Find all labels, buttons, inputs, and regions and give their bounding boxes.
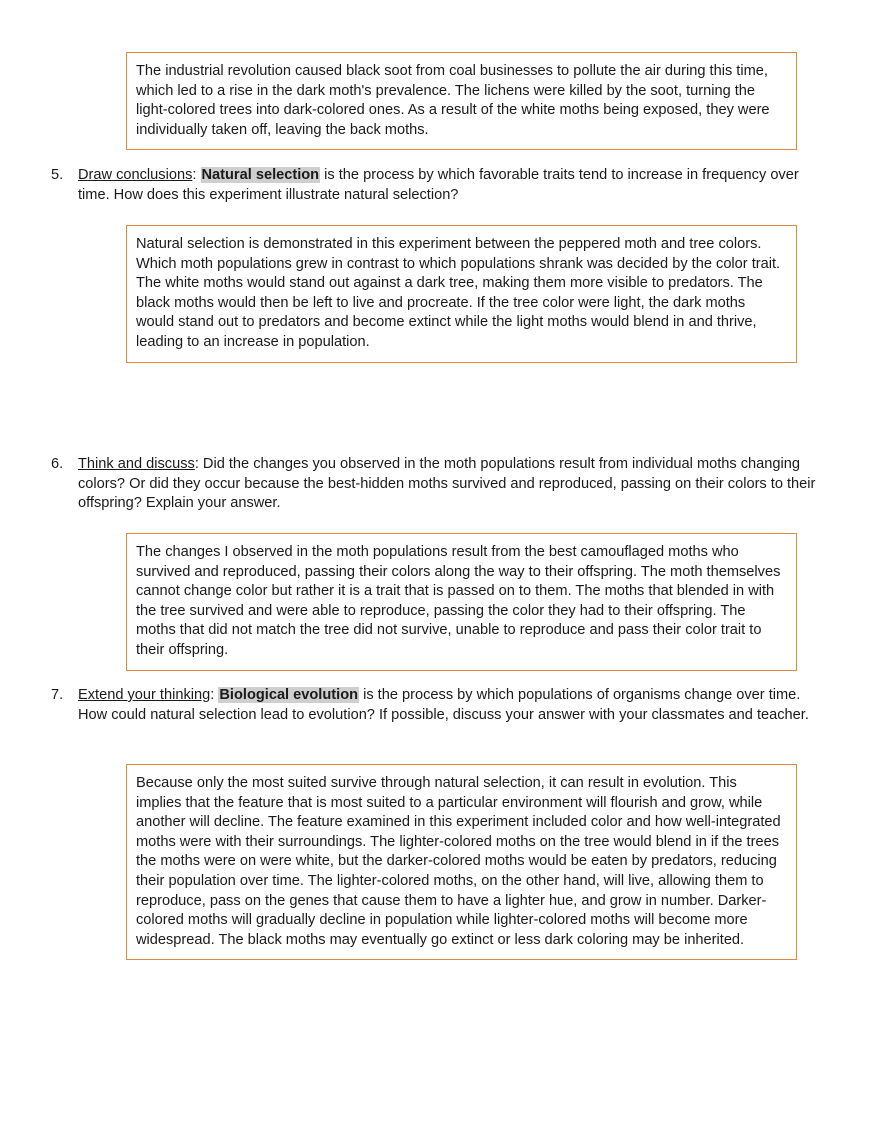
question-6 bbox=[51, 455, 831, 514]
highlighted-term: Biological evolution bbox=[219, 687, 359, 703]
answer-text-5: Natural selection is demonstrated in this experiment between the peppered moth and tree colors. Which moth populations grew in contrast to which populations shrank was decided by the color trait. The white moths would stand out against a dark tree, making them more visible to predators. The black moths would then be left to live and procreate. If the tree color were light, the dark moths would stand out to predators and become extinct while the light moths would blend in and thrive, leading to an increase in population. bbox=[136, 236, 781, 350]
answer-box-4 bbox=[126, 52, 797, 150]
question-7 bbox=[51, 686, 831, 725]
answer-box-5 bbox=[126, 225, 797, 363]
answer-box-6 bbox=[126, 533, 797, 671]
answer-text-6: The changes I observed in the moth populations result from the best camouflaged moths who survived and reproduced, passing their colors along the way to their offspring. The moth themselves cannot change color but rather it is a trait that is passed on to them. The moths that blended in with the tree survived and were able to reproduce, passing the color they had to their offspring. The moths that did not match the tree did not survive, unable to reproduce and pass their color trait to their offspring. bbox=[136, 544, 781, 658]
question-label: Draw conclusions bbox=[78, 167, 193, 183]
answer-box-7 bbox=[126, 764, 797, 960]
highlighted-term: Natural selection bbox=[201, 167, 320, 183]
question-text: is the process by which favorable traits tend to increase in frequency over time. How does this experiment illustrate natural selection? bbox=[78, 167, 799, 203]
question-text: : Did the changes you observed in the moth populations result from individual moths changing colors? Or did they occur because the best-hidden moths survived and reproduced, passing on their colors to their offspring? Explain your answer. bbox=[78, 456, 816, 512]
question-label: Think and discuss bbox=[78, 456, 195, 472]
question-text: is the process by which populations of organisms change over time. How could natural selection lead to evolution? If possible, discuss your answer with your classmates and teacher. bbox=[78, 687, 809, 723]
answer-text-4: The industrial revolution caused black soot from coal businesses to pollute the air during this time, which led to a rise in the dark moth's prevalence. The lichens were killed by the soot, turning the light-colored trees into dark-colored ones. As a result of the white moths being exposed, they were individually taken off, leaving the back moths. bbox=[136, 63, 770, 138]
question-number: 5. bbox=[51, 167, 64, 183]
label-separator: : bbox=[210, 687, 215, 703]
question-label: Extend your thinking bbox=[78, 687, 211, 703]
question-5 bbox=[51, 166, 831, 205]
label-separator: : bbox=[192, 167, 197, 183]
question-number: 7. bbox=[51, 687, 64, 703]
answer-text-7: Because only the most suited survive through natural selection, it can result in evolution. This implies that the feature that is most suited to a particular environment will flourish and grow, while another will decline. The feature examined in this experiment included color and how well-integrated moths were with their surroundings. The lighter-colored moths on the tree would blend in if the trees the moths were on were white, but the darker-colored moths would be eaten by predators, reducing their population over time. The lighter-colored moths, on the other hand, will live, allowing them to reproduce, pass on the genes that cause them to have a lighter hue, and grow in number. Darker-colored moths will gradually decline in population while lighter-colored moths will become more widespread. The black moths may eventually go extinct or less dark coloring may be inherited. bbox=[136, 775, 781, 948]
question-number: 6. bbox=[51, 456, 64, 472]
